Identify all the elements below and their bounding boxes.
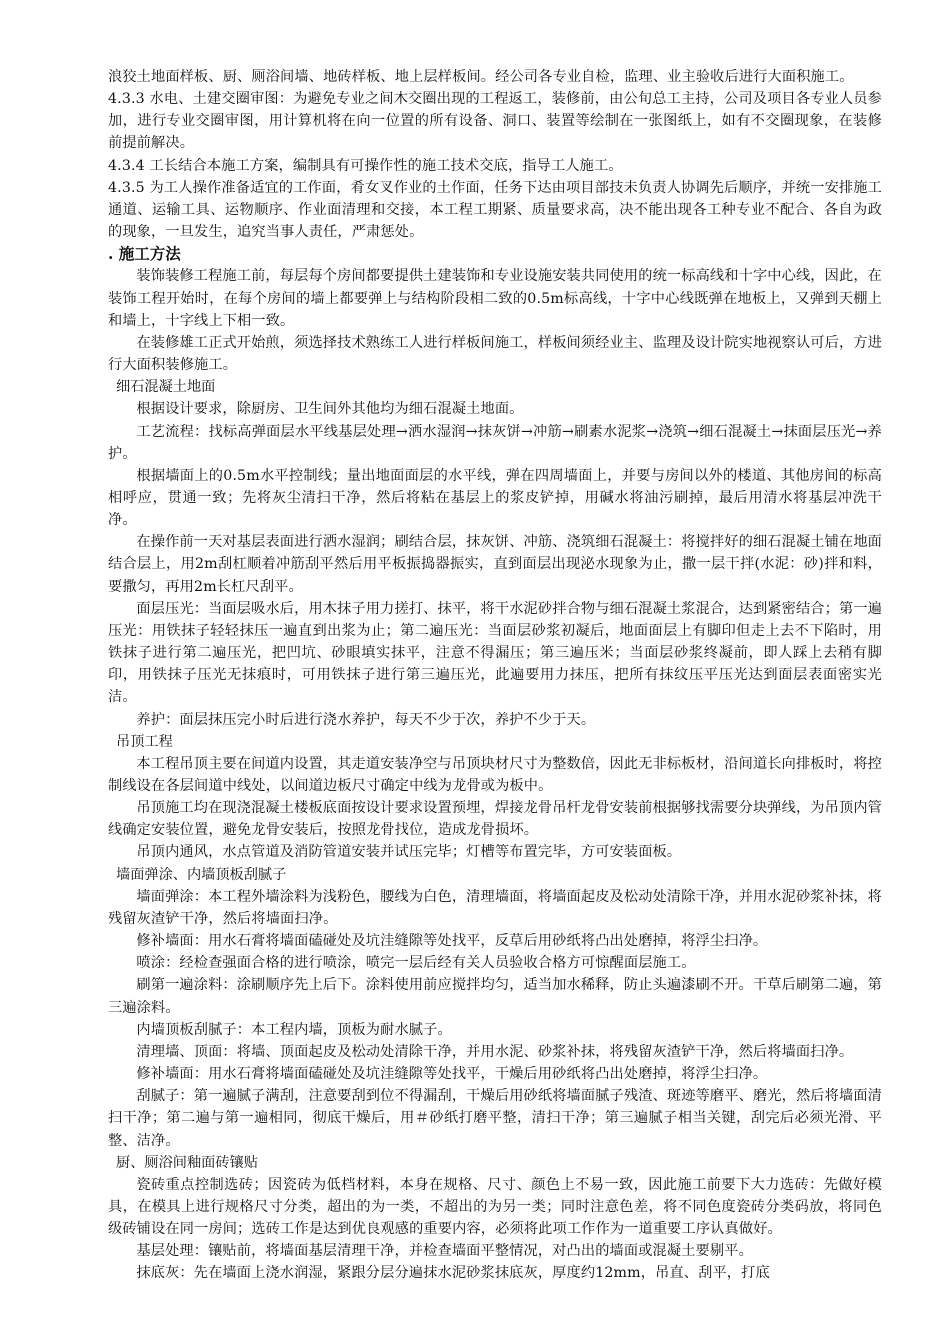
subheading-ceiling-works: 吊顶工程: [116, 733, 173, 750]
paragraph-wall-repair-1: 修补墙面：用水石膏将墙面磕碰处及坑洼缝隙等处找平，反草后用砂纸将凸出处磨掉，将浮尘扫净。: [136, 933, 768, 950]
paragraph-surface-troweling: 面层压光：当面层吸水后，用木抹子用力搓打、抹平，将干水泥砂拌合物与细石混凝土浆混合，达到紧密结合；第一遍压光：用铁抹子轻轻抹压一遍直到出浆为止；第二遍压光：当面层砂浆初凝后，地面面层上有脚印但走上去不下陷时，用铁抹子进行第二遍压光，把凹坑、砂眼填实抹平，注意不得漏压；第三遍压米；当面层砂浆终凝前，即人踩上去稍有脚印，用铁抹子压光无抹痕时，可用铁抹子进行第三遍压光，此遍要用力抹压，把所有抹纹压平压光达到面层表面密实光洁。: [108, 600, 882, 706]
paragraph-ceiling-layout: 本工程吊顶主要在间道内设置，其走道安装净空与吊顶块材尺寸为整数倍，因此无非标板材，沿间道长向排板时，将控制线设在各层间道中线处，以间道边板尺寸确定中线为龙骨或为板中。: [108, 755, 882, 794]
paragraph-spray-painting: 喷涂：经检查强面合格的进行喷涂，喷完一层后经有关人员验收合格方可惊醒面层施工。: [136, 955, 696, 972]
paragraph-clean-walls: 清理墙、顶面：将墙、顶面起皮及松动处清除干净，并用水泥、砂浆补抹，将残留灰渣铲干净，然后将墙面扫净。: [136, 1043, 854, 1060]
paragraph-tile-selection: 瓷砖重点控制选砖；因瓷砖为低档材料，本身在规格、尺寸、颜色上不易一致，因此施工前要下大力选砖：先做好模具，在模具上进行规格尺寸分类，超出的为一类，不超出的为另一类；同时注意色差，将不同色度瓷砖分类码放，将同色级砖铺设在同一房间；选砖工作是达到优良观感的重要内容，必须将此项工作作为一道重要工序认真做好。: [108, 1176, 882, 1238]
paragraph-4-3-5: 4.3.5 为工人操作准备适宜的工作面，肴女叉作业的土作面，任务下达由项目部技未负责人协调先后顺序，并统一安排施工通道、运输工具、运物顺序、作业面清理和交接，本工程工期紧、质量要求高，决不能出现各工种专业不配合、各自为政的现象，一旦发生，追究当事人责任，严肃惩处。: [108, 179, 882, 241]
paragraph-elevation-lines: 装饰装修工程施工前，每层每个房间都要提供土建装饰和专业设施安装共同使用的统一标高线和十字中心线，因此，在装饰工程开始时，在每个房间的墙上都要弹上与结构阶段相二致的0.5m标高线，十字中心线既弹在地板上，又弹到天棚上和墙上，十字线上下相一致。: [108, 268, 882, 329]
paragraph-base-plaster: 抹底灰：先在墙面上浇水润湿，紧跟分层分遍抹水泥砂浆抹底灰，厚度约12mm，吊直、刮平，打底: [136, 1265, 770, 1282]
paragraph-base-treatment: 基层处理：镶贴前，将墙面基层清理干净，并检查墙面平整情况，对凸出的墙面或混凝土要剔平。: [136, 1243, 753, 1260]
subheading-tile-setting: 厨、厕浴间釉面砖镶贴: [116, 1154, 258, 1171]
paragraph-wetting-pouring: 在操作前一天对基层表面进行洒水湿润；刷结合层，抹灰饼、冲筋、浇筑细石混凝土：将搅拌好的细石混凝土铺在地面结合层上，用2m刮杠顺着冲筋刮平然后用平板振捣器振实，直到面层出现泌水现象为止，撒一层干拌(水泥：砂)拌和料，要撒匀，再用2m长杠尺刮平。: [108, 534, 882, 595]
paragraph-level-control: 根据墙面上的0.5m水平控制线；量出地面面层的水平线，弹在四周墙面上，并要与房间以外的楼道、其他房间的标高相呼应，贯通一致；先将灰尘清扫干净，然后将粘在基层上的浆皮铲掉，用碱水将油污刷掉，最后用清水将基层冲洗干净。: [108, 467, 882, 529]
section-heading-construction-method: . 施工方法: [108, 244, 181, 264]
paragraph-wall-repair-2: 修补墙面：用水石膏将墙面磕碰处及坑洼缝隙等处找平，干燥后用砂纸将凸出处磨掉，将浮尘扫净。: [136, 1066, 768, 1083]
paragraph-interior-putty: 内墙顶板刮腻子：本工程内墙，顶板为耐水腻子。: [136, 1021, 452, 1038]
paragraph-sample-room-first: 在装修雄工正式开始煎，须选择技术熟练工人进行样板间施工，样板间须经业主、监理及设计院实地视察认可后，方进行大面积装修施工。: [108, 334, 882, 374]
paragraph-ceiling-embedding: 吊顶施工均在现浇混凝土楼板底面按设计要求设置预埋，焊接龙骨吊杆龙骨安装前根据够找需要分块弹线，为吊顶内管线确定安装位置，避免龙骨安装后，按照龙骨找位，造成龙骨损坏。: [108, 800, 882, 839]
paragraph-first-coat: 刷第一遍涂料：涂刷顺序先上后下。涂料使用前应搅拌均匀，适当加水稀释，防止头遍漆刷不开。干草后刷第二遍，第三遍涂料。: [108, 977, 882, 1016]
subheading-fine-concrete-floor: 细石混凝土地面: [116, 379, 216, 396]
paragraph-putty-coats: 刮腻子：第一遍腻子满刮，注意要刮到位不得漏刮，干燥后用砂纸将墙面腻子残渣、斑迹等磨平、磨光，然后将墙面清扫干净；第二遍与第一遍相同，彻底干燥后，用＃砂纸打磨平整，清扫干净；第三遍腻子相当关键，刮完后必须光滑、平整、洁净。: [108, 1088, 882, 1149]
paragraph-design-requirement: 根据设计要求，除厨房、卫生间外其他均为细石混凝土地面。: [136, 401, 524, 418]
subheading-wall-coating-putty: 墙面弹涂、内墙顶板刮腻子: [116, 866, 287, 883]
paragraph-process-flow: 工艺流程：找标高弹面层水平线基层处理→洒水湿润→抹灰饼→冲筋→刷素水泥浆→浇筑→细石混凝土→抹面层压光→养护。: [108, 423, 882, 462]
paragraph-ceiling-panels: 吊顶内通风，水点管道及消防管道安装并试压完毕；灯槽等布置完毕，方可安装面板。: [136, 844, 682, 861]
paragraph-curing: 养护：面层抹压完小时后进行浇水养护，每天不少于次，养护不少于天。: [136, 711, 596, 728]
paragraph-sample-rooms: 浪狡土地面样板、厨、厕浴间墙、地砖样板、地上层样板间。经公司各专业自检，监理、业主验收后进行大面积施工。: [108, 69, 854, 85]
paragraph-4-3-3: 4.3.3 水电、土建交圈审图：为避免专业之间木交圈出现的工程返工，装修前，由公旬总工主持，公司及项目各专业人员参加，进行专业交圈审图，用计算机将在向一位置的所有设备、洞口、装置等绘制在一张图纸上，如有不交圈现象，在装修前提前解决。: [108, 91, 882, 152]
paragraph-4-3-4: 4.3.4 工长结合本施工方案，编制具有可操作性的施工技术交底，指导工人施工。: [108, 157, 623, 174]
paragraph-wall-spray: 墙面弹涂：本工程外墙涂料为浅粉色，腰线为白色，清理墙面，将墙面起皮及松动处清除干净，并用水泥砂浆补抹，将残留灰渣铲干净，然后将墙面扫净。: [108, 888, 882, 927]
